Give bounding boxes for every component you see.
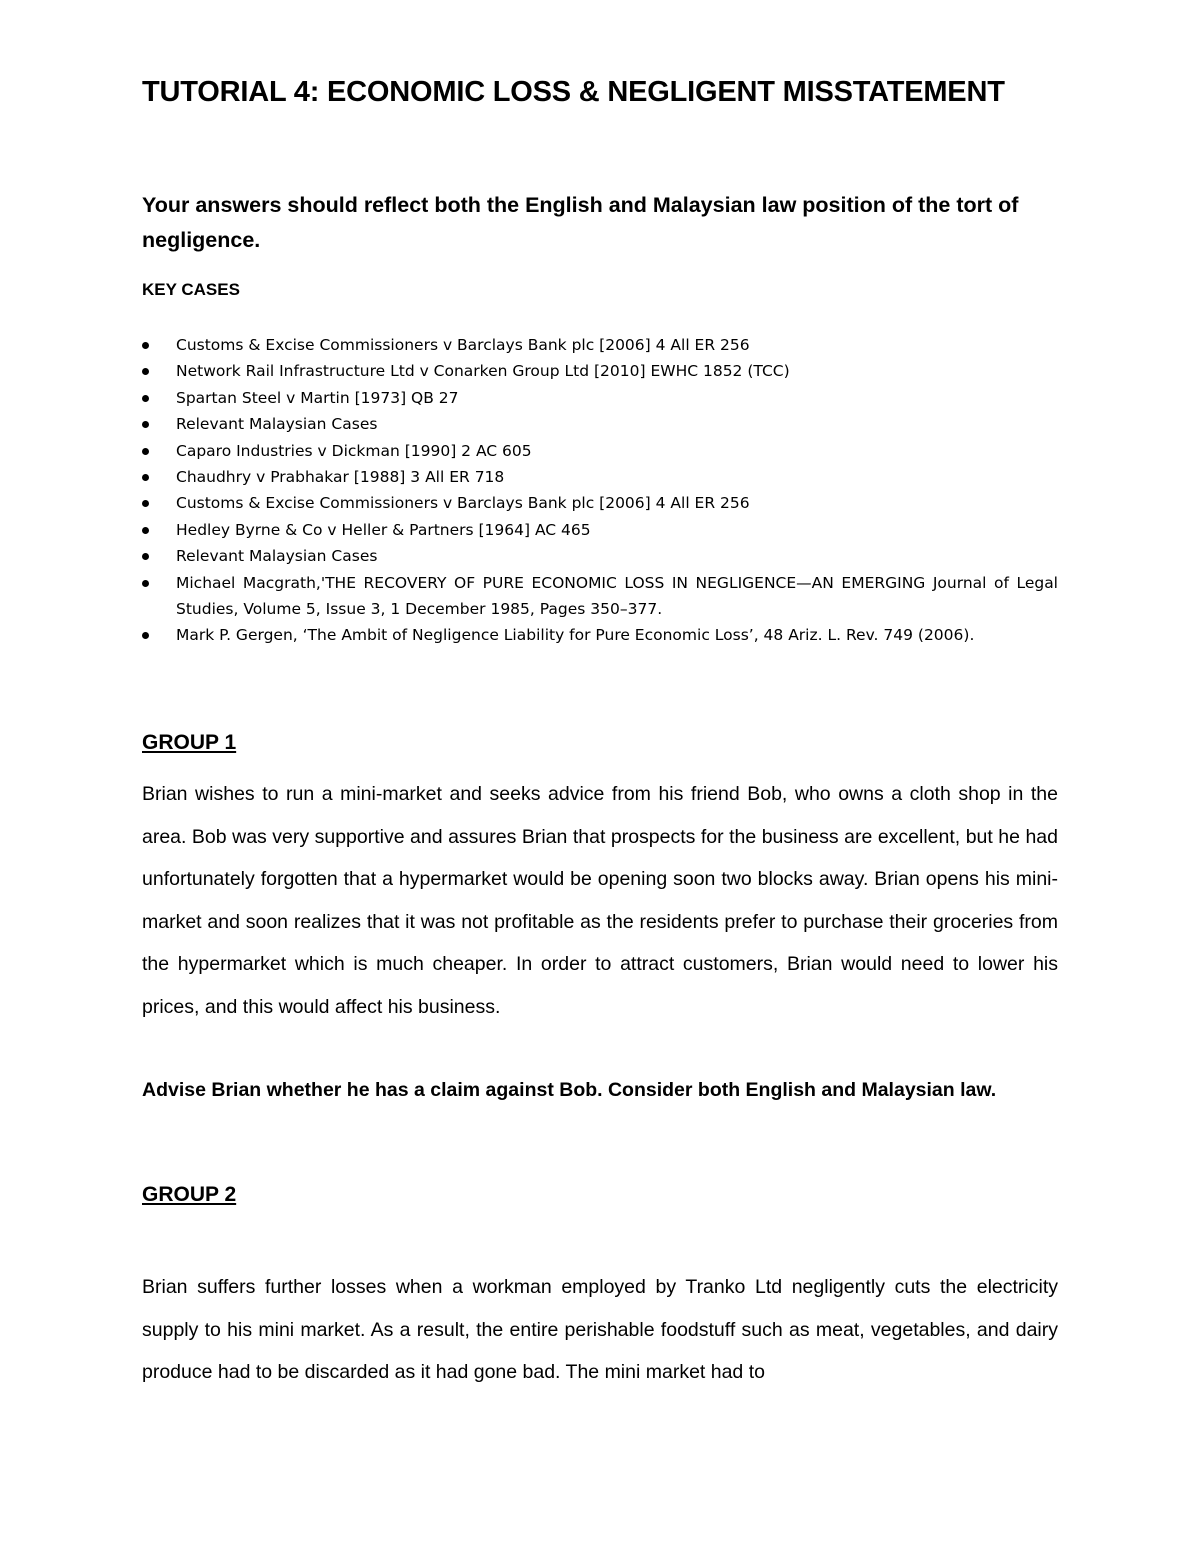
key-case-text: Hedley Byrne & Co v Heller & Partners [1964] AC 465: [176, 520, 591, 539]
key-case-text: Michael Macgrath,'THE RECOVERY OF PURE ECONOMIC LOSS IN NEGLIGENCE—AN EMERGING Journal of Legal Studies, Volume 5, Issue 3, 1 December 1985, Pages 350–377.: [176, 573, 1058, 619]
key-case-text: Customs & Excise Commissioners v Barclays Bank plc [2006] 4 All ER 256: [176, 336, 750, 354]
bullet-icon: [142, 342, 149, 349]
intro-instruction: Your answers should reflect both the English and Malaysian law position of the tort of negligence.: [142, 193, 1019, 252]
key-case-item: [142, 411, 1058, 437]
bullet-icon: [142, 553, 149, 560]
key-case-text: Spartan Steel v Martin [1973] QB 27: [176, 388, 459, 407]
key-case-text: Customs & Excise Commissioners v Barclays Bank plc [2006] 4 All ER 256: [176, 494, 750, 513]
key-case-item: [142, 464, 1058, 490]
group-1-heading: GROUP 1: [142, 731, 237, 754]
bullet-icon: [142, 368, 149, 375]
key-case-text: Relevant Malaysian Cases: [176, 547, 378, 566]
bullet-icon: [142, 395, 149, 402]
group-2-scenario: Brian suffers further losses when a workman employed by Tranko Ltd negligently cuts the electricity supply to his mini market. As a result, the entire perishable foodstuff such as meat, vegetables, and dairy produce had to be discarded as it had gone bad. The mini market had to: [142, 1276, 1058, 1384]
group-1-question: Advise Brian whether he has a claim against Bob. Consider both English and Malaysian law.: [142, 1079, 997, 1101]
bullet-icon: [142, 580, 149, 587]
bullet-icon: [142, 448, 149, 455]
key-case-item: [142, 490, 1058, 516]
bullet-icon: [142, 527, 149, 534]
key-case-text: Relevant Malaysian Cases: [176, 415, 378, 434]
key-case-item: [142, 543, 1058, 569]
key-cases-heading: KEY CASES: [142, 280, 240, 299]
group-1-scenario: Brian wishes to run a mini-market and seeks advice from his friend Bob, who owns a cloth shop in the area. Bob was very supportive and assures Brian that prospects for the business are excellent, but he had unfortunately forgotten that a hypermarket would be opening soon two blocks away. Brian opens his mini-market and soon realizes that it was not profitable as the residents prefer to purchase their groceries from the hypermarket which is much cheaper. In order to attract customers, Brian would need to lower his prices, and this would affect his business.: [142, 783, 1058, 1018]
key-case-item: [142, 332, 1058, 358]
key-case-item: [142, 622, 1058, 648]
key-case-text: Network Rail Infrastructure Ltd v Conarken Group Ltd [2010] EWHC 1852 (TCC): [176, 362, 790, 381]
key-case-item: [142, 358, 1058, 384]
key-cases-list: [142, 332, 1058, 649]
group-2-heading: GROUP 2: [142, 1183, 237, 1206]
bullet-icon: [142, 474, 149, 481]
key-case-item: [142, 570, 1058, 623]
key-case-item: [142, 438, 1058, 464]
key-case-text: Chaudhry v Prabhakar [1988] 3 All ER 718: [176, 468, 505, 487]
bullet-icon: [142, 500, 149, 507]
bullet-icon: [142, 421, 149, 428]
key-case-text: Mark P. Gergen, ‘The Ambit of Negligence Liability for Pure Economic Loss’, 48 Ariz. L. Rev. 749 (2006).: [176, 626, 975, 645]
bullet-icon: [142, 632, 149, 639]
key-case-text: Caparo Industries v Dickman [1990] 2 AC 605: [176, 441, 532, 460]
key-case-item: [142, 385, 1058, 411]
key-case-item: [142, 517, 1058, 543]
tutorial-title: TUTORIAL 4: ECONOMIC LOSS & NEGLIGENT MISSTATEMENT: [142, 76, 1005, 108]
